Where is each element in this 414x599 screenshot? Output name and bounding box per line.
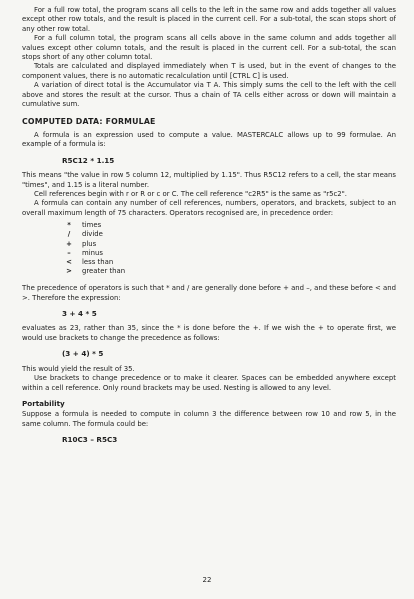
operator-symbol: > <box>66 267 72 276</box>
operator-item <box>62 221 396 230</box>
paragraph-precedence: The precedence of operators is such that * and / are generally done before + and –, and these before < and >. Therefore the expression: <box>22 284 396 302</box>
operator-item <box>62 249 396 258</box>
operator-list <box>62 221 396 276</box>
formula-example-2: 3 + 4 * 5 <box>62 309 97 319</box>
paragraph-brackets: Use brackets to change precedence or to make it clearer. Spaces can be embedded anywhere except within a cell reference. Only round brackets may be used. Nesting is allowed to any level. <box>22 374 396 392</box>
operator-symbol: * <box>67 221 71 230</box>
operator-item <box>62 240 396 249</box>
formula-example-4: R10C3 – R5C3 <box>62 435 118 445</box>
paragraph-formula-contents: A formula can contain any number of cell references, numbers, operators, and brackets, subject to an overall maximum length of 75 characters. Operators recognised are, in precedence order: <box>22 199 396 217</box>
paragraph-yield: This would yield the result of 35. <box>22 364 135 373</box>
operator-name: minus <box>82 248 103 257</box>
formula-example-3: (3 + 4) * 5 <box>62 349 104 359</box>
operator-name: plus <box>82 239 97 248</box>
paragraph-formula-intro: A formula is an expression used to compute a value. MASTERCALC allows up to 99 formulae. An example of a formula is: <box>22 130 396 149</box>
operator-symbol: – <box>67 248 71 257</box>
subsection-heading: Portability <box>22 398 65 408</box>
operator-name: greater than <box>82 267 126 276</box>
paragraph-column-total: For a full column total, the program scans all cells above in the same column and adds together all values except other column totals, and the result is placed in the current cell. For a sub-total, the scan stops short of any other column total. <box>22 34 396 62</box>
section-heading: COMPUTED DATA: FORMULAE <box>22 117 156 127</box>
paragraph-row-total: For a full row total, the program scans all cells to the left in the same row and adds together all values except other row totals, and the result is placed in the current cell. For a sub-total, the scan stops short of any other row total. <box>22 6 396 33</box>
operator-item <box>62 258 396 267</box>
paragraph-evaluates: evaluates as 23, rather than 35, since the * is done before the +. If we wish the + to operate first, we would use brackets to change the precedence as follows: <box>22 324 396 342</box>
paragraph-recalculation: Totals are calculated and displayed immediately when T is used, but in the event of changes to the component values, there is no automatic recalculation until [CTRL C] is used. <box>22 62 396 80</box>
operator-name: divide <box>82 230 103 239</box>
operator-name: times <box>82 221 102 230</box>
paragraph-accumulator: A variation of direct total is the Accumulator via T A. This simply sums the cell to the left with the cell above and stores the result at the cursor. Thus a chain of TA cells either across or down will maintain a cumulative sum. <box>22 81 396 109</box>
paragraph-meaning: This means "the value in row 5 column 12, multiplied by 1.15". Thus R5C12 refers to a cell, the star means "times", and 1.15 is a literal number. <box>22 171 396 189</box>
page-number: 22 <box>202 576 212 584</box>
page-body <box>22 6 396 451</box>
operator-symbol: + <box>66 239 72 248</box>
operator-symbol: < <box>66 257 72 266</box>
operator-item <box>62 267 396 276</box>
paragraph-cell-references: Cell references begin with r or R or c or C. The cell reference "c2R5" is the same as "r5c2". <box>34 189 347 198</box>
formula-example-1: R5C12 * 1.15 <box>62 155 115 165</box>
operator-symbol: / <box>67 230 71 239</box>
paragraph-portability: Suppose a formula is needed to compute in column 3 the difference between row 10 and row 5, in the same column. The formula could be: <box>22 410 396 428</box>
operator-item <box>62 230 396 239</box>
operator-name: less than <box>82 257 114 266</box>
